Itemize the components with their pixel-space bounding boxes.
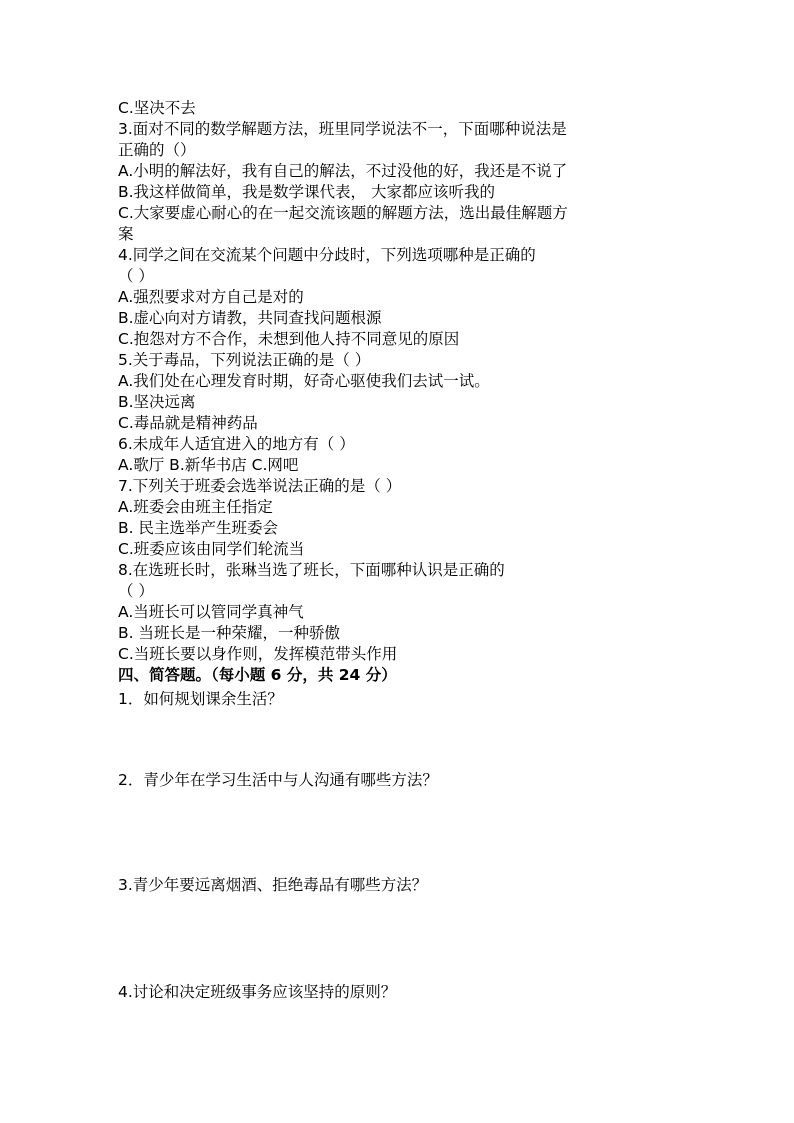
question-7-stem: 7.下列关于班委会选举说法正确的是（ ）: [118, 477, 402, 495]
question-3-stem: 3.面对不同的数学解题方法，班里同学说法不一，下面哪种说法是: [118, 120, 567, 138]
short-answer-question-2: 2．青少年在学习生活中与人沟通有哪些方法？: [118, 771, 438, 789]
question-6-stem: 6.未成年人适宜进入的地方有（ ）: [118, 435, 355, 453]
question-5-stem: 5.关于毒品，下列说法正确的是（ ）: [118, 351, 371, 369]
short-answer-question-3: 3.青少年要远离烟酒、拒绝毒品有哪些方法？: [118, 876, 428, 894]
question-5-option-c: C.毒品就是精神药品: [118, 414, 258, 432]
question-3-stem-cont: 正确的（）: [118, 141, 196, 159]
question-7-option-b: B. 民主选举产生班委会: [118, 519, 278, 537]
question-3-option-b: B.我这样做简单，我是数学课代表， 大家都应该听我的: [118, 183, 495, 201]
question-4-option-b: B.虚心向对方请教，共同查找问题根源: [118, 309, 382, 327]
question-8-option-c: C.当班长要以身作则，发挥模范带头作用: [118, 645, 398, 663]
question-5-option-b: B.坚决远离: [118, 393, 196, 411]
question-5-option-a: A.我们处在心理发育时期，好奇心驱使我们去试一试。: [118, 372, 490, 390]
question-4-option-c: C.抱怨对方不合作，未想到他人持不同意见的原因: [118, 330, 460, 348]
section-title: 四、简答题。（每小题 6 分，共 24 分）: [118, 666, 397, 684]
question-8-option-a: A.当班长可以管同学真神气: [118, 603, 304, 621]
question-8-blank: （ ）: [118, 582, 154, 600]
option-c-line: C.坚决不去: [118, 99, 196, 117]
question-3-option-c: C.大家要虚心耐心的在一起交流该题的解题方法，选出最佳解题方: [118, 204, 568, 222]
short-answer-question-4: 4.讨论和决定班级事务应该坚持的原则？: [118, 983, 397, 1001]
question-4-stem: 4.同学之间在交流某个问题中分歧时，下列选项哪种是正确的: [118, 246, 536, 264]
question-8-stem: 8.在选班长时，张琳当选了班长，下面哪种认识是正确的: [118, 561, 505, 579]
question-6-options: A.歌厅 B.新华书店 C.网吧: [118, 456, 299, 474]
question-4-option-a: A.强烈要求对方自己是对的: [118, 288, 304, 306]
question-3-option-c-cont: 案: [118, 225, 134, 243]
question-4-blank: （ ）: [118, 267, 154, 285]
short-answer-question-1: 1．如何规划课余生活？: [118, 690, 283, 708]
question-3-option-a: A.小明的解法好，我有自己的解法，不过没他的好，我还是不说了: [118, 162, 568, 180]
question-8-option-b: B. 当班长是一种荣耀，一种骄傲: [118, 624, 340, 642]
question-7-option-a: A.班委会由班主任指定: [118, 498, 273, 516]
question-7-option-c: C.班委应该由同学们轮流当: [118, 540, 305, 558]
